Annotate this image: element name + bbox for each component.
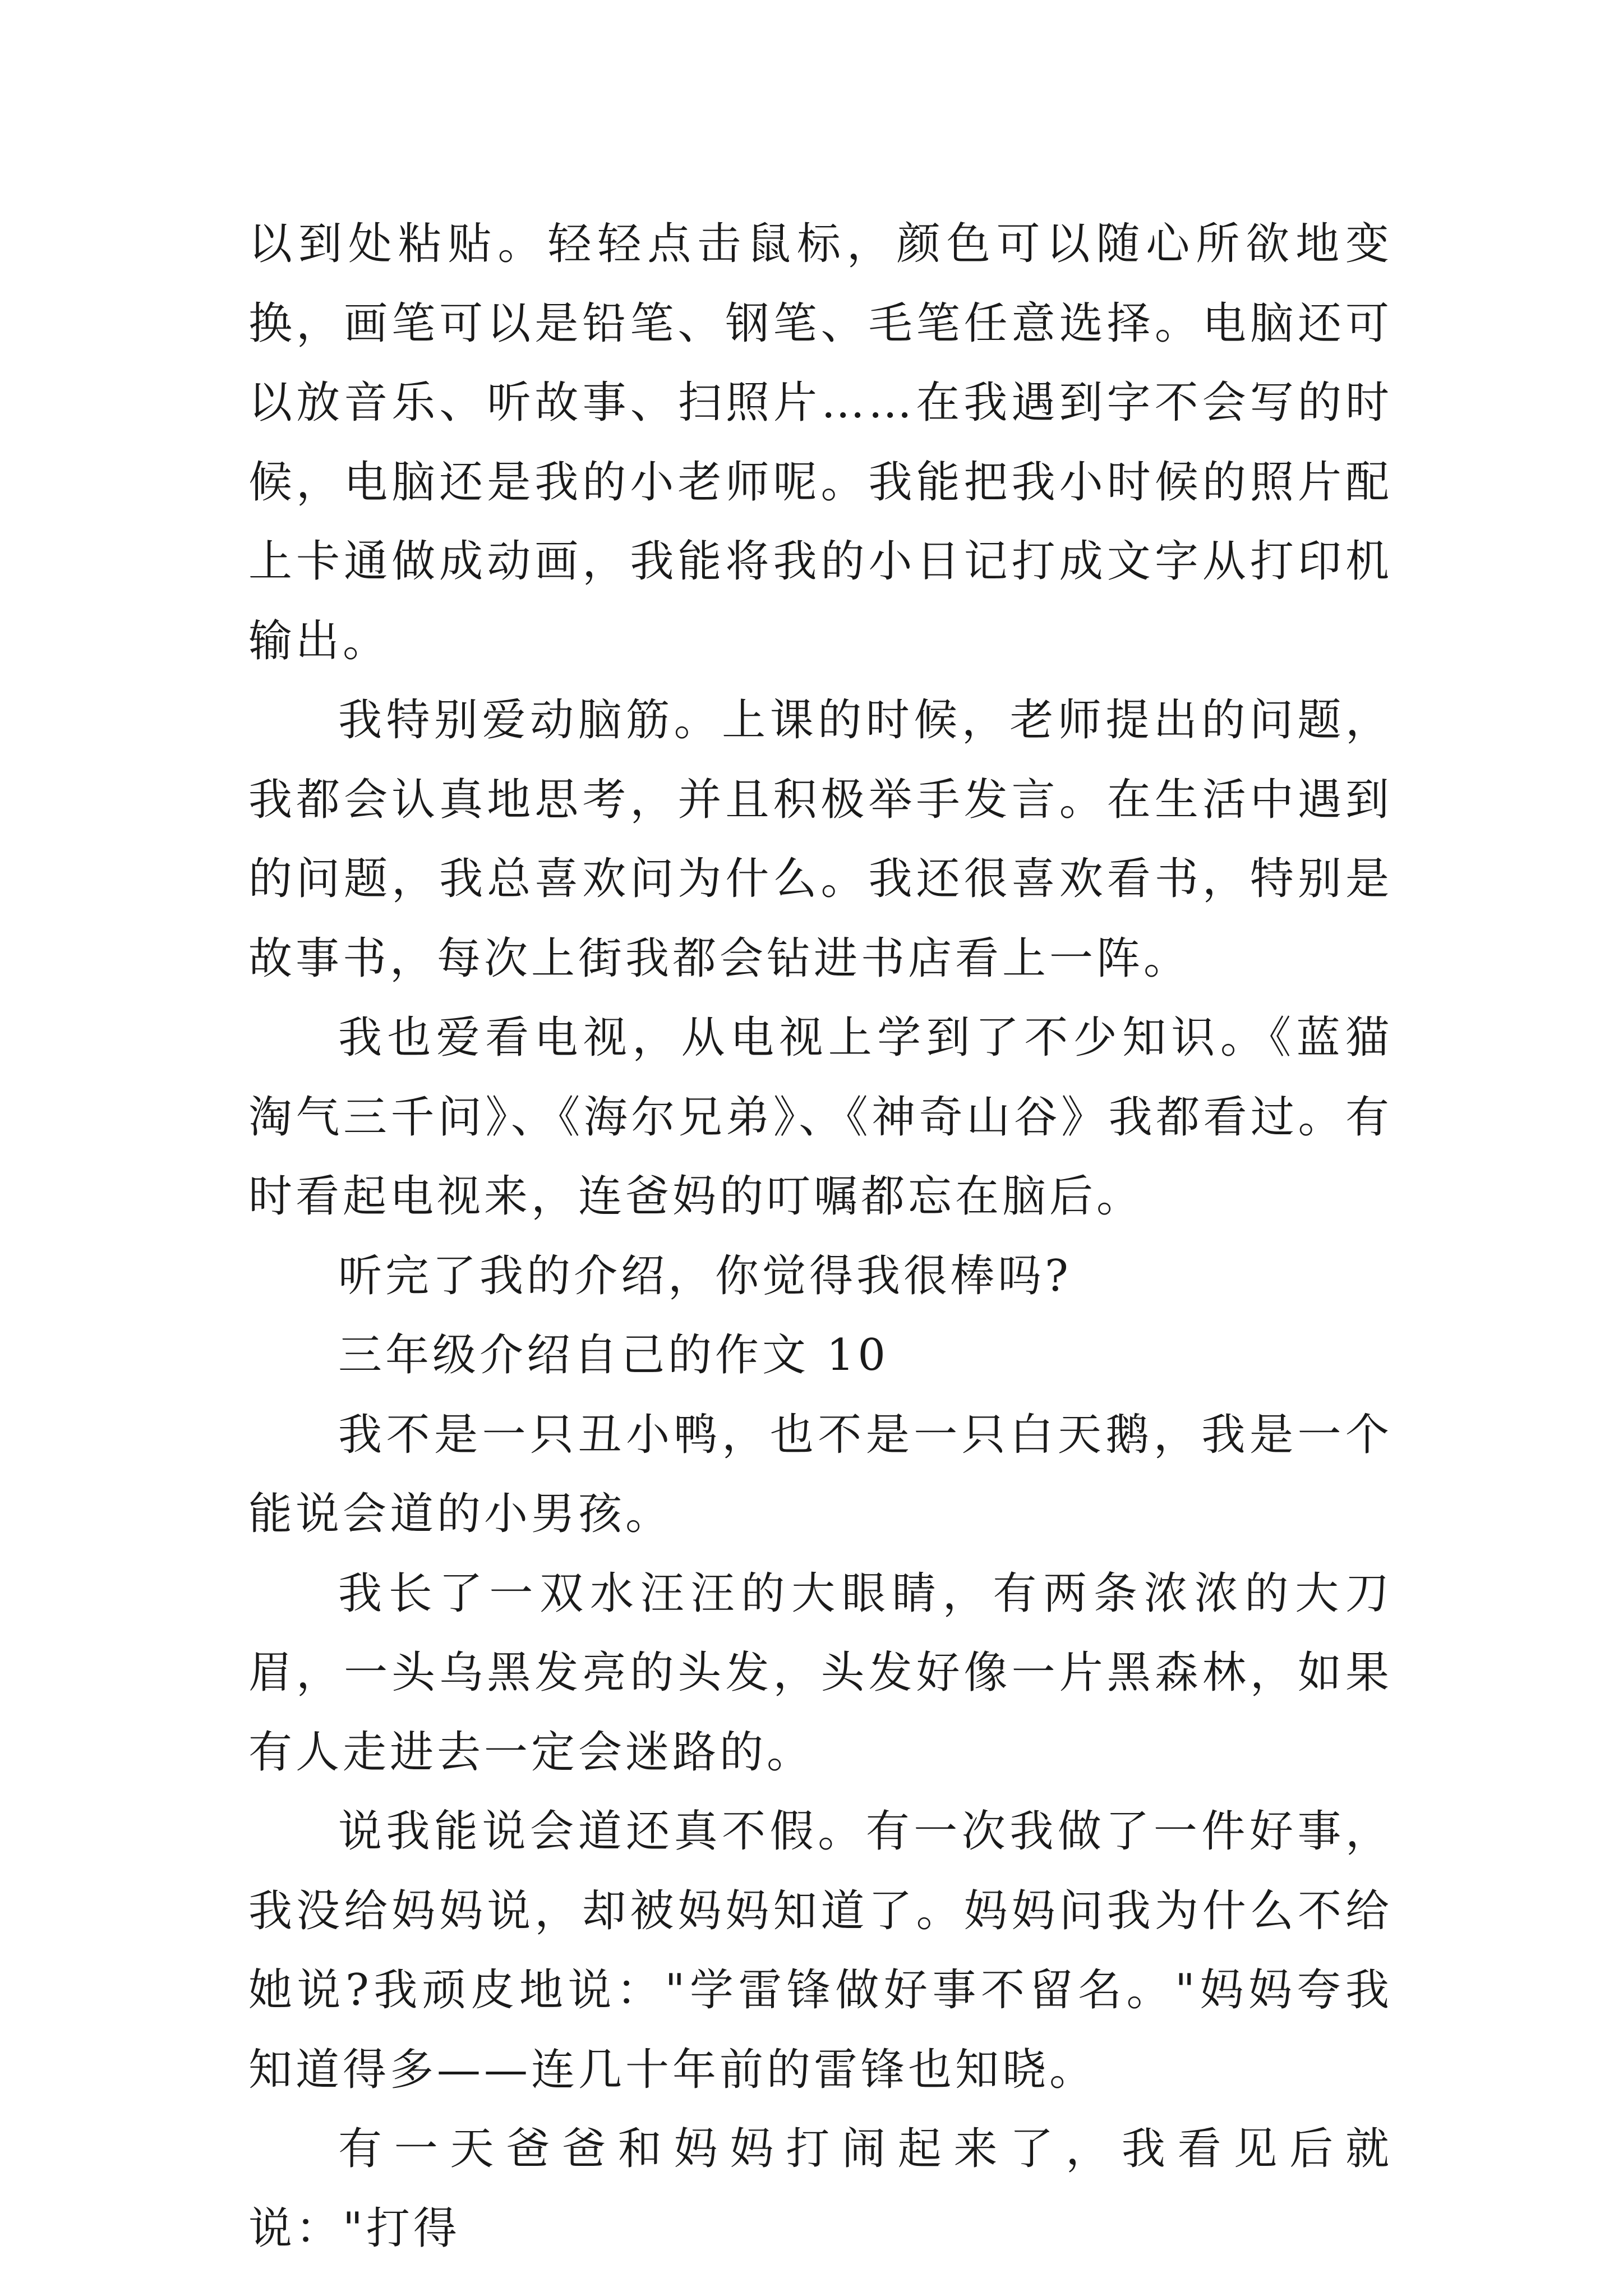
paragraph-2: 我特别爱动脑筋。上课的时候，老师提出的问题，我都会认真地思考，并且积极举手发言。在生活中遇到的问题，我总喜欢问为什么。我还很喜欢看书，特别是故事书，每次上街我都会钻进书店看上一阵。 <box>248 695 1393 984</box>
paragraph-5: 我不是一只丑小鸭，也不是一只白天鹅，我是一个能说会道的小男孩。 <box>248 1409 1393 1539</box>
paragraph-3: 我也爱看电视，从电视上学到了不少知识。《蓝猫淘气三千问》、《海尔兄弟》、《神奇山谷》我都看过。有时看起电视来，连爸妈的叮嘱都忘在脑后。 <box>248 1013 1393 1222</box>
paragraph-1: 以到处粘贴。轻轻点击鼠标，颜色可以随心所欲地变换，画笔可以是铅笔、钢笔、毛笔任意选择。电脑还可以放音乐、听故事、扫照片……在我遇到字不会写的时候，电脑还是我的小老师呢。我能把我小时候的照片配上卡通做成动画，我能将我的小日记打成文字从打印机输出。 <box>248 219 1393 666</box>
paragraph-8: 有一天爸爸和妈妈打闹起来了，我看见后就说："打得 <box>248 2124 1393 2254</box>
essay-heading: 三年级介绍自己的作文 10 <box>338 1330 889 1381</box>
paragraph-6: 我长了一双水汪汪的大眼睛，有两条浓浓的大刀眉，一头乌黑发亮的头发，头发好像一片黑森林，如果有人走进去一定会迷路的。 <box>248 1568 1393 1778</box>
document-body <box>248 205 1393 2269</box>
paragraph-4: 听完了我的介绍，你觉得我很棒吗? <box>338 1250 1072 1301</box>
paragraph-7: 说我能说会道还真不假。有一次我做了一件好事，我没给妈妈说，却被妈妈知道了。妈妈问我为什么不给她说?我顽皮地说："学雷锋做好事不留名。"妈妈夸我知道得多——连几十年前的雷锋也知晓。 <box>248 1806 1393 2095</box>
